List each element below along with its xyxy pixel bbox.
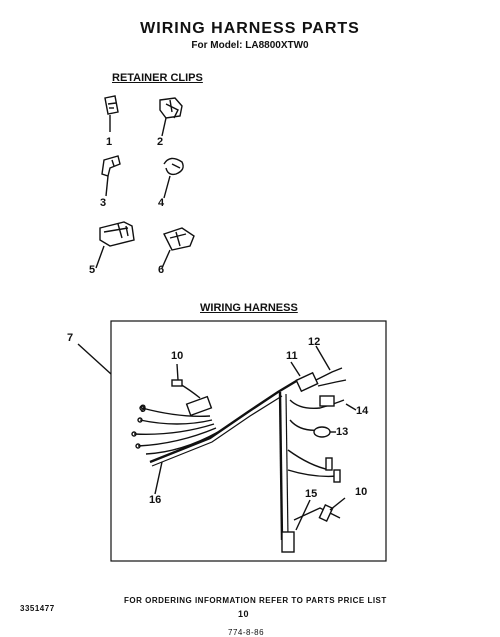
clip-number-5: 5 (89, 264, 96, 276)
retainer-clip-1 (105, 96, 118, 132)
model-number: For Model: LA8800XTW0 (191, 40, 309, 51)
clip-number-3: 3 (100, 197, 107, 209)
page-title: WIRING HARNESS PARTS (140, 20, 360, 37)
callout-10-top: 10 (171, 350, 184, 362)
retainer-clips-heading: RETAINER CLIPS (112, 72, 203, 84)
callout-10-bottom: 10 (355, 486, 368, 498)
clip-number-4: 4 (158, 197, 165, 209)
print-code: 774-8-86 (228, 628, 265, 637)
callout-16: 16 (149, 494, 162, 506)
clip-number-2: 2 (157, 136, 164, 148)
retainer-clip-3 (102, 156, 120, 196)
clip-number-6: 6 (158, 264, 165, 276)
callout-13: 13 (336, 426, 349, 438)
retainer-clip-2 (160, 98, 182, 136)
callout-9: 9 (140, 403, 147, 415)
retainer-clip-4 (164, 158, 183, 198)
page-number: 10 (238, 609, 250, 619)
document-number: 3351477 (20, 604, 55, 613)
callout-11: 11 (286, 350, 298, 362)
callout-12: 12 (308, 336, 321, 348)
retainer-clip-6 (162, 228, 194, 268)
callout-14: 14 (356, 405, 369, 417)
wiring-harness-heading: WIRING HARNESS (200, 302, 298, 314)
ordering-notice: FOR ORDERING INFORMATION REFER TO PARTS PRICE LIST (124, 596, 387, 605)
retainer-clip-5 (96, 222, 134, 268)
clip-number-1: 1 (106, 136, 113, 148)
callout-15: 15 (305, 488, 318, 500)
callout-7: 7 (67, 332, 74, 344)
